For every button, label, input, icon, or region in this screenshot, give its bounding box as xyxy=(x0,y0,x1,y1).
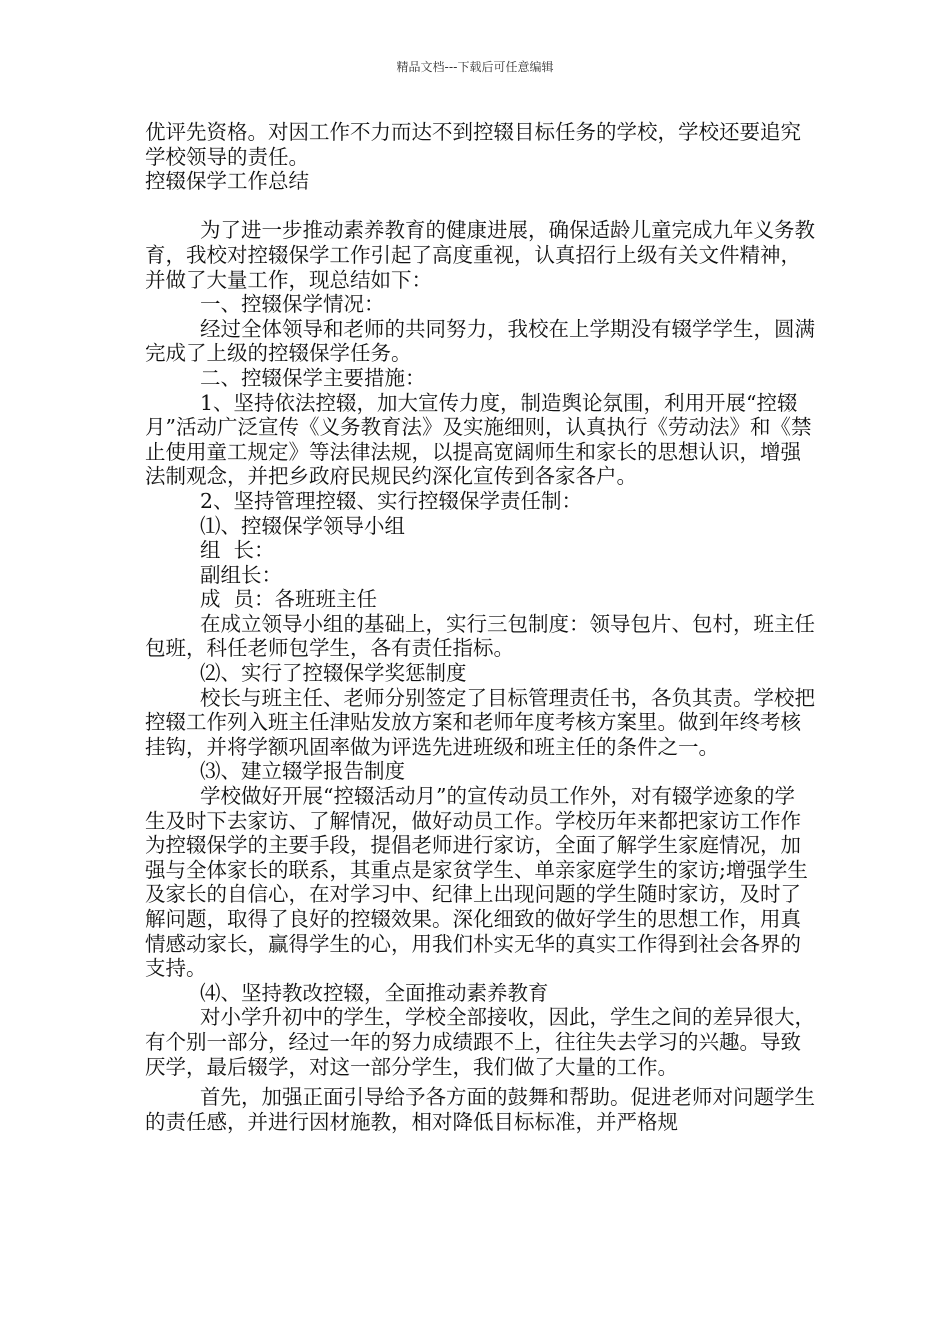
measure-2-heading: 2、坚持管理控辍、实行控辍保学责任制： xyxy=(200,488,583,513)
intro-paragraph: 优评先资格。对因工作不力而达不到控辍目标任务的学校，学校还要追究学校领导的责任。 xyxy=(145,120,801,169)
subsection-4-heading: ⑷、坚持教改控辍，全面推动素养教育 xyxy=(200,980,549,1005)
leader-line: 组 长： xyxy=(200,538,275,563)
opening-paragraph: 为了进一步推动素养教育的健康进展，确保适龄儿童完成九年义务教育，我校对控辍保学工作引起了高度重视，认真招行上级有关文件精神，并做了大量工作，现总结如下： xyxy=(145,218,815,292)
subsection-3-heading: ⑶、建立辍学报告制度 xyxy=(200,759,405,784)
section-1-heading: 一、控辍保学情况： xyxy=(200,292,385,317)
subsection-1-heading: ⑴、控辍保学领导小组 xyxy=(200,513,405,538)
subsection-2-text: 校长与班主任、老师分别签定了目标管理责任书，各负其责。学校把控辍工作列入班主任津贴发放方案和老师年度考核方案里。做到年终考核挂钩，并将学额巩固率做为评选先进班级和班主任的条件之一。 xyxy=(145,685,815,759)
document-title: 控辍保学工作总结 xyxy=(145,169,309,194)
subsection-1-text: 在成立领导小组的基础上，实行三包制度：领导包片、包村，班主任包班，科任老师包学生，各有责任指标。 xyxy=(145,611,815,661)
measure-1-paragraph: 1、坚持依法控辍，加大宣传力度，制造舆论氛围，利用开展“控辍月”活动广泛宣传《义务教育法》及实施细则，认真执行《劳动法》和《禁止使用童工规定》等法律法规，以提高宽阔师生和家长的思想认识，增强法制观念，并把乡政府民规民约深化宣传到各家各户。 xyxy=(145,390,812,489)
section-2-heading: 二、控辍保学主要措施： xyxy=(200,365,426,390)
subsection-2-heading: ⑵、实行了控辍保学奖惩制度 xyxy=(200,661,467,686)
section-1-text: 经过全体领导和老师的共同努力，我校在上学期没有辍学学生，圆满完成了上级的控辍保学任务。 xyxy=(145,316,815,366)
page-header: 精品文档---下载后可任意编辑 xyxy=(396,60,554,74)
document-body xyxy=(145,120,815,1134)
members-line: 成 员：各班班主任 xyxy=(200,587,378,612)
blank-line xyxy=(145,194,815,219)
final-paragraph: 首先，加强正面引导给予各方面的鼓舞和帮助。促进老师对问题学生的责任感，并进行因材施教，相对降低目标标准，并严格规 xyxy=(145,1085,815,1134)
vice-leader-line: 副组长： xyxy=(200,562,282,587)
subsection-3-text: 学校做好开展“控辍活动月”的宣传动员工作外，对有辍学迹象的学生及时下去家访、了解情况，做好动员工作。学校历年来都把家访工作作为控辍保学的主要手段，提倡老师进行家访，全面了解学生家庭情况，加强与全体家长的联系，其重点是家贫学生、单亲家庭学生的家访;增强学生及家长的自信心，在对学习中、纪律上出现问题的学生随时家访，及时了解问题，取得了良好的控辍效果。深化细致的做好学生的思想工作，用真情感动家长，赢得学生的心，用我们朴实无华的真实工作得到社会各界的支持。 xyxy=(145,784,808,981)
subsection-4-text: 对小学升初中的学生，学校全部接收，因此，学生之间的差异很大，有个别一部分，经过一年的努力成绩跟不上，往往失去学习的兴趣。导致厌学，最后辍学，对这一部分学生，我们做了大量的工作。 xyxy=(145,1005,815,1079)
